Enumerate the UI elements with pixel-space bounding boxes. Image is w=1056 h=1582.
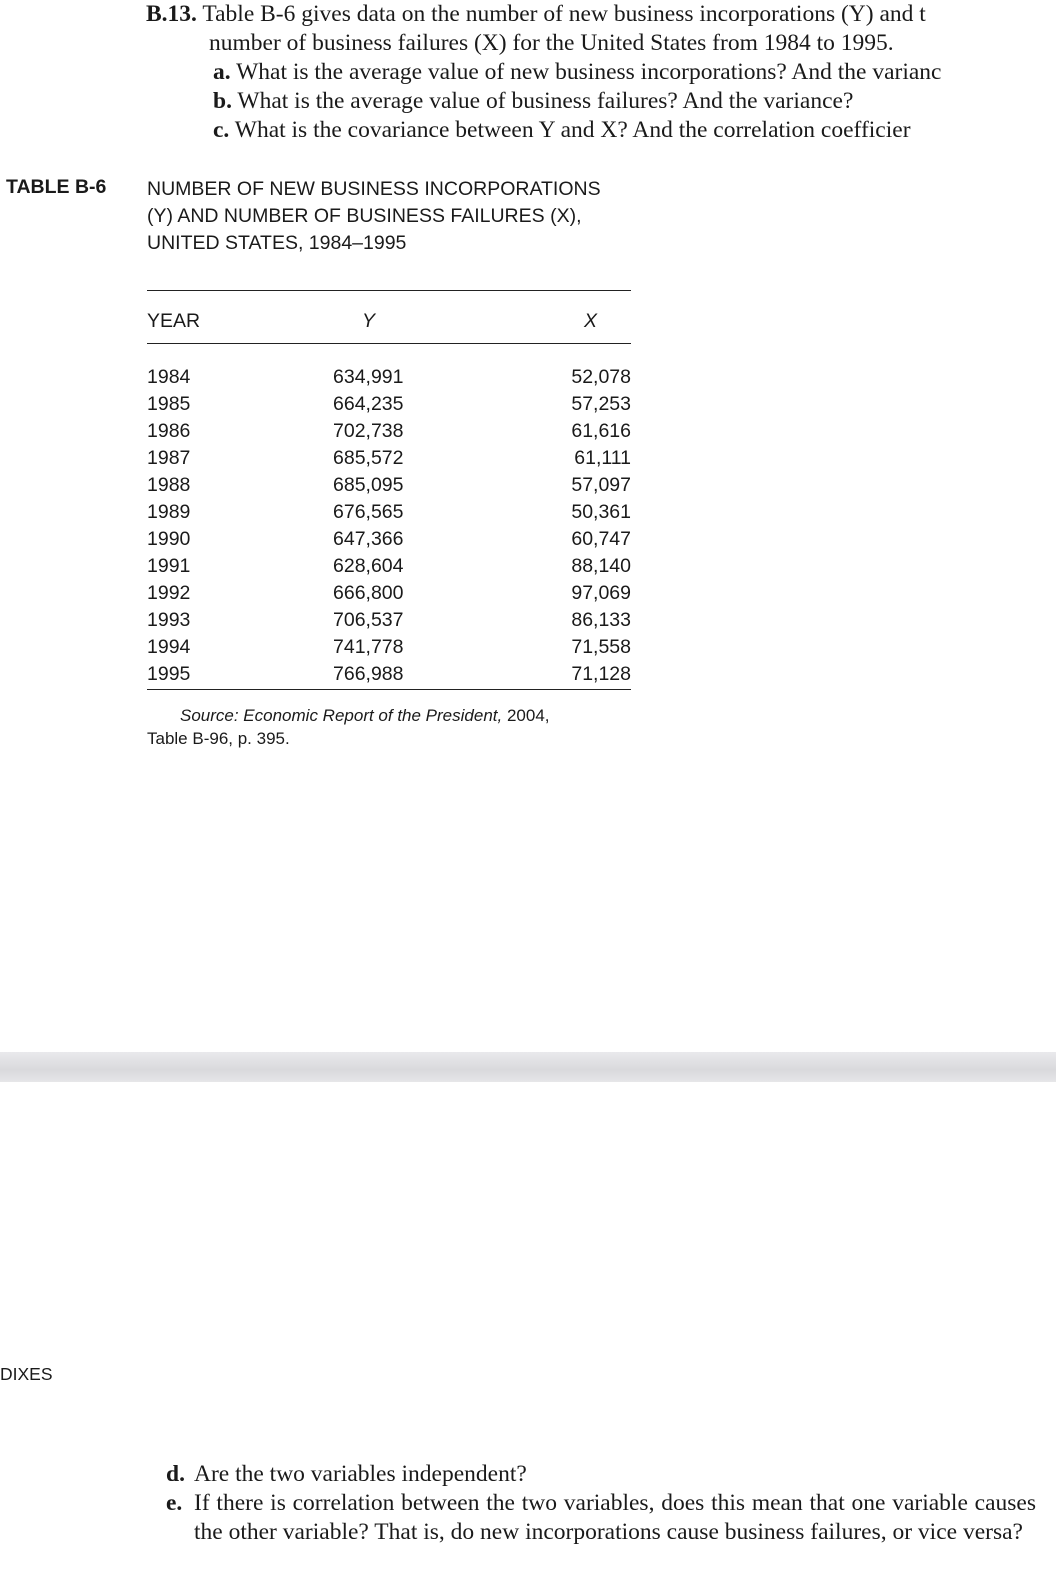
source-year: 2004, bbox=[506, 706, 550, 725]
column-header-x: X bbox=[584, 310, 598, 332]
item-letter: e. bbox=[166, 1490, 183, 1516]
item-text: What is the average value of new business incorporations? And the varianc bbox=[236, 59, 942, 85]
cell-year: 1993 bbox=[147, 609, 191, 631]
cell-x: 71,128 bbox=[571, 663, 631, 685]
cell-x: 97,069 bbox=[571, 582, 631, 604]
problem-intro-text: Table B-6 gives data on the number of new business incorporations (Y) and t bbox=[202, 1, 926, 27]
cell-year: 1992 bbox=[147, 582, 191, 604]
problem-number: B.13. bbox=[146, 1, 197, 27]
table-row bbox=[147, 661, 631, 688]
table-row bbox=[147, 553, 631, 580]
item-text: Are the two variables independent? bbox=[194, 1461, 527, 1487]
table-source bbox=[147, 704, 617, 750]
cell-year: 1988 bbox=[147, 474, 191, 496]
table-top-rule bbox=[147, 290, 631, 291]
table-row bbox=[147, 607, 631, 634]
table-row bbox=[147, 634, 631, 661]
table-bottom-rule bbox=[147, 689, 631, 690]
table-header-rule bbox=[147, 343, 631, 344]
cell-year: 1990 bbox=[147, 528, 191, 550]
problem-item-d bbox=[166, 1460, 1036, 1489]
cell-year: 1985 bbox=[147, 393, 191, 415]
table-title: NUMBER OF NEW BUSINESS INCORPORATIONS (Y) AND NUMBER OF BUSINESS FAILURES (X), UNITED STATES, 1984–1995 bbox=[147, 178, 601, 254]
table-body bbox=[147, 364, 631, 688]
cell-y: 628,604 bbox=[333, 555, 404, 577]
cell-x: 50,361 bbox=[571, 501, 631, 523]
item-letter: b. bbox=[213, 88, 232, 114]
cell-x: 88,140 bbox=[571, 555, 631, 577]
page-divider bbox=[0, 1052, 1056, 1082]
cell-x: 57,097 bbox=[571, 474, 631, 496]
problem-item-e bbox=[166, 1489, 1036, 1547]
cell-year: 1986 bbox=[147, 420, 191, 442]
item-text: If there is correlation between the two variables, does this mean that one variable causes the other variable? That is, do new incorporations cause business failures, or vice versa? bbox=[194, 1490, 1036, 1545]
item-text: What is the average value of business failures? And the variance? bbox=[237, 88, 854, 114]
table-row bbox=[147, 499, 631, 526]
cell-y: 685,095 bbox=[333, 474, 404, 496]
item-letter: a. bbox=[213, 59, 231, 85]
source-tail: Table B-96, p. 395. bbox=[147, 729, 290, 748]
table-row bbox=[147, 526, 631, 553]
cell-year: 1995 bbox=[147, 663, 191, 685]
source-title: Source: Economic Report of the President, bbox=[180, 706, 503, 725]
cell-x: 60,747 bbox=[571, 528, 631, 550]
table-row bbox=[147, 472, 631, 499]
cell-year: 1984 bbox=[147, 366, 191, 388]
item-letter: c. bbox=[213, 117, 230, 143]
item-text: What is the covariance between Y and X? And the correlation coefficier bbox=[234, 117, 911, 143]
cell-y: 741,778 bbox=[333, 636, 404, 658]
table-row bbox=[147, 418, 631, 445]
column-header-year: YEAR bbox=[147, 310, 201, 332]
problem-b13 bbox=[146, 0, 1056, 145]
cell-year: 1989 bbox=[147, 501, 191, 523]
cell-y: 702,738 bbox=[333, 420, 404, 442]
cell-y: 685,572 bbox=[333, 447, 404, 469]
problem-intro-line1 bbox=[146, 0, 1056, 29]
problem-intro-line2: number of business failures (X) for the United States from 1984 to 1995. bbox=[209, 30, 894, 56]
table-row bbox=[147, 580, 631, 607]
cell-year: 1994 bbox=[147, 636, 191, 658]
cell-x: 71,558 bbox=[571, 636, 631, 658]
problem-item-a bbox=[146, 58, 1056, 87]
source-lead bbox=[147, 706, 550, 725]
column-header-y: Y bbox=[362, 310, 376, 332]
table-row bbox=[147, 364, 631, 391]
cell-y: 664,235 bbox=[333, 393, 404, 415]
cell-x: 57,253 bbox=[571, 393, 631, 415]
cell-x: 52,078 bbox=[571, 366, 631, 388]
item-letter: d. bbox=[166, 1461, 185, 1487]
cell-y: 634,991 bbox=[333, 366, 404, 388]
cell-y: 676,565 bbox=[333, 501, 404, 523]
running-head: DIXES bbox=[0, 1364, 53, 1384]
cell-y: 666,800 bbox=[333, 582, 404, 604]
cell-x: 86,133 bbox=[571, 609, 631, 631]
table-row bbox=[147, 445, 631, 472]
cell-year: 1987 bbox=[147, 447, 191, 469]
problem-item-b bbox=[146, 87, 1056, 116]
table-label: TABLE B-6 bbox=[6, 176, 107, 198]
table-row bbox=[147, 391, 631, 418]
cell-x: 61,111 bbox=[574, 447, 631, 469]
problem-item-c bbox=[146, 116, 1056, 145]
problem-b13-continued bbox=[166, 1460, 1036, 1547]
cell-y: 766,988 bbox=[333, 663, 404, 685]
cell-y: 647,366 bbox=[333, 528, 404, 550]
cell-x: 61,616 bbox=[571, 420, 631, 442]
cell-y: 706,537 bbox=[333, 609, 404, 631]
cell-year: 1991 bbox=[147, 555, 191, 577]
